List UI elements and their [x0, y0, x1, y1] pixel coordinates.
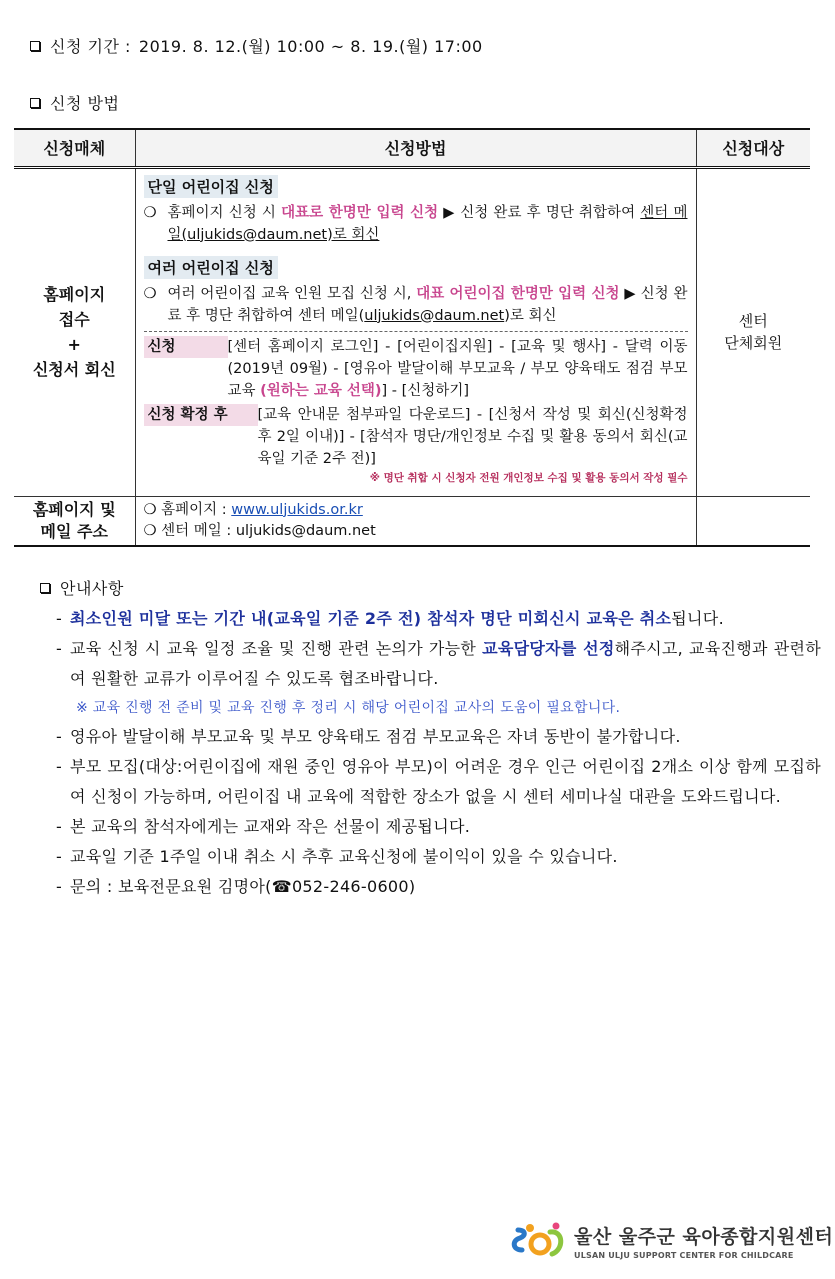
medium-line: 신청서 회신 [32, 360, 116, 379]
homepage-link[interactable]: www.uljukids.or.kr [231, 501, 363, 518]
table-header-row [14, 129, 810, 167]
multi-item: ❍ 여러 어린이집 교육 인원 모집 신청 시, 대표 어린이집 한명만 입력 신청 ▶ 신청 완료 후 명단 취합하여 센터 메일(uljukids@daum.net)로 회신 [144, 283, 688, 327]
list-item: - 부모 모집(대상:어린이집에 재원 중인 영유아 부모)이 어려운 경우 인근 어린이집 2개소 이상 함께 모집하여 신청이 가능하며, 어린이집 내 교육에 적합한 장소가 없을 시 센터 세미나실 대관을 도와드립니다. [56, 757, 821, 806]
application-table [14, 128, 810, 547]
medium-line: 홈페이지 [43, 285, 106, 304]
mail-line: ❍ 센터 메일 : uljukids@daum.net [143, 522, 376, 539]
period-line [30, 34, 483, 57]
table-row [14, 496, 810, 546]
notice-heading-text: 안내사항 [60, 579, 124, 598]
header-target: 신청대상 [696, 129, 810, 167]
logo-korean-name: 울산 울주군 육아종합지원센터 [574, 1226, 834, 1248]
notice-heading [40, 576, 124, 599]
list-item: - 본 교육의 참석자에게는 교재와 작은 선물이 제공됩니다. [56, 817, 471, 836]
single-highlight: 대표로 한명만 입력 신청 [281, 204, 439, 221]
target-line: 센터 [738, 312, 768, 330]
single-title: 단일 어린이집 신청 [144, 175, 278, 198]
square-bullet-icon [40, 583, 50, 593]
method-heading [30, 91, 119, 114]
dashed-divider [144, 331, 688, 332]
single-item: ❍ 홈페이지 신청 시 대표로 한명만 입력 신청 ▶ 신청 완료 후 명단 취합하여 센터 메일(uljukids@daum.net)로 회신 [144, 202, 688, 246]
notice-list [56, 604, 821, 902]
address-target-cell [696, 496, 810, 546]
header-medium: 신청매체 [14, 129, 135, 167]
cancel-warning: 최소인원 미달 또는 기간 내(교육일 기준 2주 전) 참석자 명단 미회신시 교육은 취소 [70, 609, 672, 628]
medium-line: 홈페이지 및 [32, 499, 116, 519]
circle-bullet-icon: ❍ [143, 204, 157, 221]
list-item: - 교육 신청 시 교육 일정 조율 및 진행 관련 논의가 가능한 교육담당자를 선정해주시고, 교육진행과 관련하여 원활한 교류가 이루어질 수 있도록 협조바랍니다. [56, 639, 822, 688]
multi-title: 여러 어린이집 신청 [144, 256, 278, 279]
step-confirm-text: [교육 안내문 첨부파일 다운로드] - [신청서 작성 및 회신(신청확정 후 2일 이내)] - [참석자 명단/개인정보 수집 및 활용 동의서 회신(교육일 기준 2주 전)] [257, 406, 688, 467]
header-method: 신청방법 [135, 129, 696, 167]
step-confirm [144, 404, 688, 470]
coordinator-highlight: 교육담당자를 선정 [482, 639, 615, 658]
list-item: - 최소인원 미달 또는 기간 내(교육일 기준 2주 전) 참석자 명단 미회신시 교육은 취소됩니다. [56, 609, 724, 628]
circle-bullet-icon: ❍ [143, 285, 157, 302]
target-cell [696, 167, 810, 496]
phone-number: ☎052-246-0600 [271, 877, 409, 896]
logo-mark-icon [508, 1220, 568, 1262]
center-logo [508, 1220, 833, 1262]
table-row [14, 167, 810, 496]
target-line: 단체회원 [724, 334, 783, 352]
homepage-line: ❍ 홈페이지 : www.uljukids.or.kr [143, 501, 363, 518]
step-confirm-label: 신청 확정 후 [144, 404, 258, 426]
step-apply-highlight: (원하는 교육 선택) [260, 382, 382, 399]
address-medium-cell [14, 496, 135, 546]
medium-line: 접수 [58, 310, 90, 329]
period-label: 신청 기간 : [50, 37, 131, 56]
consent-note: ※ 명단 취합 시 신청자 전원 개인정보 수집 및 활용 동의서 작성 필수 [369, 471, 688, 484]
mail-address: uljukids@daum.net [235, 522, 376, 539]
square-bullet-icon [30, 41, 40, 51]
method-heading-text: 신청 방법 [50, 94, 120, 113]
medium-cell [14, 167, 135, 496]
medium-line: 메일 주소 [40, 521, 108, 541]
teacher-help-note: ※ 교육 진행 전 준비 및 교육 진행 후 정리 시 해당 어린이집 교사의 도움이 필요합니다. [76, 700, 621, 716]
logo-english-name: ULSAN ULJU SUPPORT CENTER FOR CHILDCARE [574, 1251, 794, 1260]
step-apply-label: 신청 [144, 336, 228, 358]
step-apply: 신청 [센터 홈페이지 로그인] - [어린이집지원] - [교육 및 행사] - 달력 이동(2019년 09월) - [영유아 발달이해 부모교육 / 부모 양육태도 점검 부모교육 (원하는 교육 선택)] - [신청하기] [144, 336, 688, 402]
method-cell [135, 167, 696, 496]
multi-mail: uljukids@daum.net [364, 307, 505, 324]
list-item: - 교육일 기준 1주일 이내 취소 시 추후 교육신청에 불이익이 있을 수 있습니다. [56, 847, 618, 866]
multi-highlight: 대표 어린이집 한명만 입력 신청 [416, 285, 620, 302]
medium-plus: + [67, 335, 81, 354]
list-item: - 영유아 발달이해 부모교육 및 부모 양육태도 점검 부모교육은 자녀 동반이 불가합니다. [56, 727, 681, 746]
list-item: - 문의 : 보육전문요원 김명아(☎052-246-0600) [56, 877, 416, 896]
single-mail: 센터 메일(uljukids@daum.net)로 회신 [167, 204, 688, 243]
period-value: 2019. 8. 12.(월) 10:00 ~ 8. 19.(월) 17:00 [138, 37, 483, 56]
address-cell [135, 496, 696, 546]
square-bullet-icon [30, 98, 40, 108]
